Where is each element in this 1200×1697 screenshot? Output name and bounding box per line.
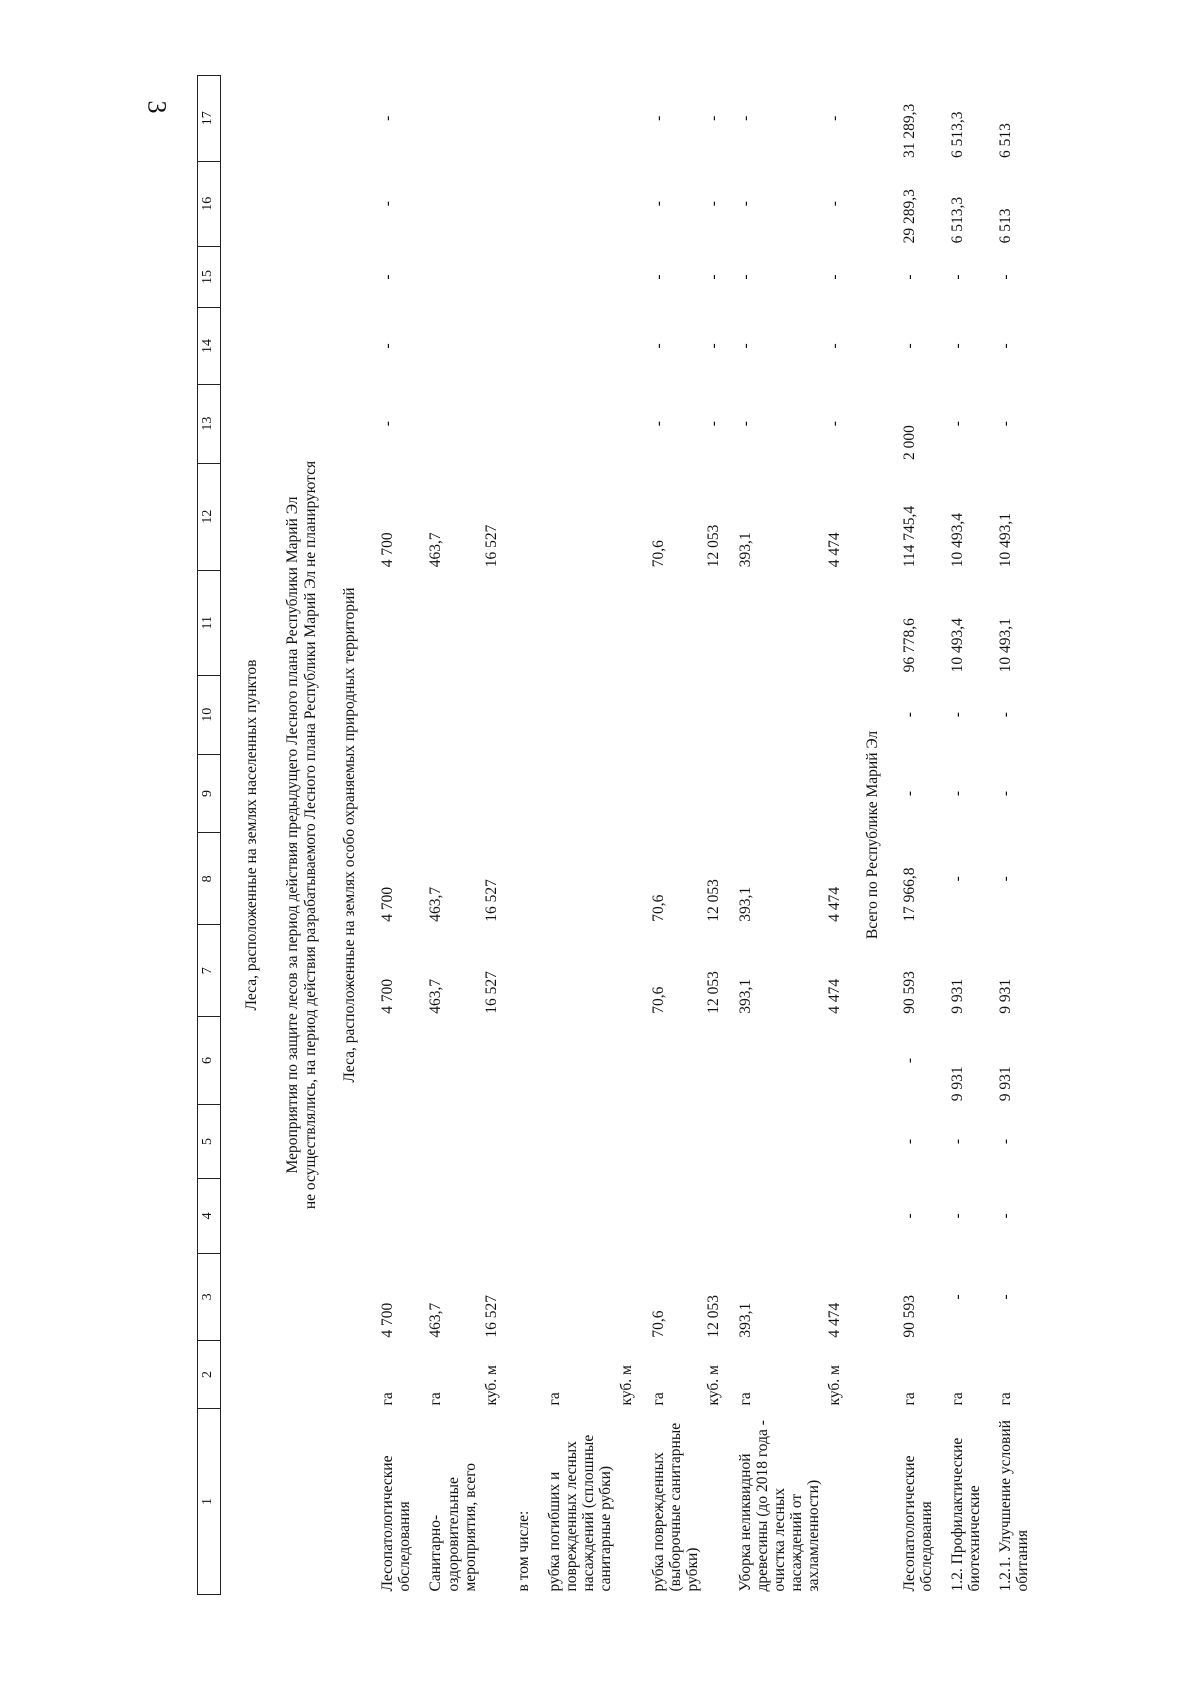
table-cell	[725, 1017, 824, 1105]
table-cell	[616, 675, 638, 754]
table-cell	[481, 675, 503, 754]
col-header: 4	[198, 1179, 221, 1253]
table-cell	[367, 570, 415, 675]
table-cell	[481, 1104, 503, 1178]
table-cell: 393,1	[736, 886, 754, 922]
table-cell: 2 000	[900, 425, 918, 461]
table-cell: -	[997, 790, 1014, 797]
table-cell	[503, 1017, 534, 1105]
table-cell	[824, 1179, 846, 1253]
table-cell: -	[948, 1213, 966, 1219]
table-cell	[503, 833, 534, 925]
table-cell	[415, 1179, 480, 1253]
row-unit: га	[736, 1392, 754, 1406]
row-label: Санитарно-оздоровительные мероприятия, всего	[427, 1462, 479, 1592]
table-cell: 16 527	[482, 879, 500, 922]
table-cell: -	[948, 1138, 966, 1145]
table-cell	[616, 833, 638, 925]
col-header: 15	[198, 246, 221, 307]
table-cell	[367, 1017, 415, 1105]
table-cell: 463,7	[427, 1302, 445, 1338]
row-label: Лесопатологические обследования	[379, 1455, 414, 1592]
table-cell	[725, 570, 824, 675]
table-cell	[415, 246, 480, 307]
table-cell: -	[736, 421, 754, 427]
table-row	[889, 76, 937, 1595]
table-row	[503, 76, 534, 1595]
col-header: 9	[198, 754, 221, 833]
table-cell: 10 493,4	[948, 513, 966, 568]
table-row	[481, 76, 503, 1595]
table-cell: -	[379, 115, 397, 121]
section-protected: Леса, расположенные на землях особо охраняемых природных территорий	[340, 587, 358, 1083]
table-cell	[534, 246, 616, 307]
table-cell	[415, 1104, 480, 1178]
table-cell: -	[826, 274, 844, 280]
table-cell: 29 289,3	[900, 189, 918, 244]
table-cell	[481, 246, 503, 307]
table-cell	[503, 384, 534, 463]
col-header: 14	[198, 308, 221, 385]
table-cell	[534, 308, 616, 385]
table-cell: -	[900, 790, 918, 797]
table-cell: 12 053	[704, 1295, 722, 1338]
table-cell: 463,7	[427, 886, 445, 922]
table-cell: 6 513	[997, 123, 1014, 159]
table-cell	[703, 675, 725, 754]
table-cell: 9 931	[948, 978, 966, 1014]
table-cell	[638, 1104, 703, 1178]
table-cell: 4 474	[826, 532, 844, 568]
table-cell: -	[900, 1057, 918, 1064]
table-cell	[703, 1179, 725, 1253]
col-header: 10	[198, 675, 221, 754]
table-cell: 10 493,4	[948, 618, 966, 673]
table-cell	[503, 675, 534, 754]
table-cell: -	[736, 343, 754, 349]
table-cell: -	[704, 343, 722, 349]
row-unit: га	[545, 1392, 563, 1406]
table-cell: 70,6	[649, 986, 667, 1014]
table-cell: 4 474	[826, 1302, 844, 1338]
table-cell	[638, 570, 703, 675]
table-cell	[415, 76, 480, 162]
table-cell	[534, 76, 616, 162]
table-cell	[638, 1179, 703, 1253]
table-cell: 463,7	[427, 978, 445, 1014]
table-cell: -	[704, 274, 722, 280]
table-cell	[534, 925, 616, 1017]
table-cell	[503, 754, 534, 833]
table-cell: -	[826, 421, 844, 427]
table-cell: -	[900, 1213, 918, 1219]
table-cell	[824, 570, 846, 675]
table-cell	[638, 754, 703, 833]
table-cell	[616, 308, 638, 385]
table-cell: -	[379, 201, 397, 207]
table-row	[638, 76, 703, 1595]
col-header: 8	[198, 833, 221, 925]
table-cell	[703, 1017, 725, 1105]
section-row	[846, 76, 889, 1595]
table-cell: -	[948, 1294, 966, 1300]
table-cell	[367, 675, 415, 754]
table-cell	[415, 675, 480, 754]
table-cell	[534, 1179, 616, 1253]
table-row	[534, 76, 616, 1595]
table-cell	[503, 308, 534, 385]
table-row	[824, 76, 846, 1595]
table-cell: -	[704, 201, 722, 207]
note-line-1: Мероприятия по защите лесов за период действия предыдущего Лесного плана Республики Марий Эл	[283, 496, 301, 1174]
table-row	[725, 76, 824, 1595]
table-cell: -	[379, 274, 397, 280]
row-label: в том числе:	[514, 1510, 532, 1592]
col-header: 16	[198, 161, 221, 246]
table-cell: 463,7	[427, 532, 445, 568]
note-line-2: не осуществлялись, на период действия разрабатываемого Лесного плана Республики Марий Эл не планируются	[302, 460, 320, 1210]
table-cell	[534, 1017, 616, 1105]
table-cell: -	[649, 115, 667, 121]
table-cell	[616, 246, 638, 307]
table-cell: 393,1	[736, 978, 754, 1014]
col-header: 11	[198, 570, 221, 675]
table-cell	[503, 925, 534, 1017]
col-header: 7	[198, 925, 221, 1017]
table-cell: 4 700	[379, 1302, 397, 1338]
table-cell: 70,6	[649, 540, 667, 568]
table-cell: -	[704, 115, 722, 121]
table-cell: 6 513	[997, 208, 1014, 244]
row-unit: куб. м	[482, 1365, 500, 1406]
row-unit: га	[379, 1392, 397, 1406]
row-unit: га	[649, 1392, 667, 1406]
table-cell: -	[826, 201, 844, 207]
table-cell	[503, 76, 534, 162]
table-cell	[534, 161, 616, 246]
col-header: 13	[198, 384, 221, 463]
row-unit: га	[948, 1392, 966, 1406]
table-cell	[503, 1104, 534, 1178]
table-cell	[534, 463, 616, 570]
row-unit: га	[997, 1392, 1014, 1406]
table-cell: -	[704, 421, 722, 427]
section-settlements: Леса, расположенные на землях населенных пунктов	[243, 659, 260, 1011]
table-cell	[638, 675, 703, 754]
row-unit: га	[900, 1392, 918, 1406]
table-cell	[481, 384, 503, 463]
page-number: 3	[142, 100, 172, 114]
table-cell	[638, 1017, 703, 1105]
table-cell: -	[900, 1138, 918, 1145]
table-cell	[616, 570, 638, 675]
table-cell	[367, 754, 415, 833]
table-cell: -	[997, 1138, 1014, 1145]
table-cell: 12 053	[704, 879, 722, 922]
table-cell: -	[900, 343, 918, 349]
table-cell: 16 527	[482, 524, 500, 568]
table-cell	[534, 1253, 616, 1341]
table-cell: -	[997, 274, 1014, 280]
row-label: рубка погибших и поврежденных лесных насаждений (сплошные санитарные рубки)	[545, 1434, 614, 1592]
table-cell	[415, 384, 480, 463]
row-unit: куб. м	[704, 1365, 722, 1406]
table-cell	[824, 754, 846, 833]
forest-protection-table	[197, 75, 1033, 1595]
table-cell: -	[826, 115, 844, 121]
table-row	[616, 76, 638, 1595]
table-cell: -	[649, 343, 667, 349]
row-label: 1.2.1. Улучшение условий обитания	[997, 1420, 1032, 1592]
table-cell: 9 931	[997, 978, 1014, 1014]
table-cell: 10 493,1	[997, 513, 1014, 568]
table-cell	[503, 1179, 534, 1253]
rotated-table-area	[197, 75, 1032, 1595]
table-cell: 31 289,3	[900, 103, 918, 159]
table-cell	[367, 1179, 415, 1253]
table-cell	[534, 754, 616, 833]
table-cell	[703, 570, 725, 675]
table-cell: -	[948, 790, 966, 797]
table-row	[937, 76, 985, 1595]
table-cell	[616, 384, 638, 463]
table-cell: 10 493,1	[997, 618, 1014, 673]
table-row	[415, 76, 480, 1595]
col-header: 5	[198, 1104, 221, 1178]
table-cell: 393,1	[736, 1302, 754, 1338]
col-header: 1	[198, 1408, 221, 1594]
table-cell	[725, 675, 824, 754]
table-cell: -	[649, 274, 667, 280]
section-total: Всего по Республике Марий Эл	[864, 730, 882, 940]
table-cell	[503, 1253, 534, 1341]
table-cell: -	[649, 421, 667, 427]
section-row	[268, 76, 327, 1595]
table-cell	[415, 570, 480, 675]
table-cell	[481, 1017, 503, 1105]
section-row	[221, 76, 268, 1595]
col-header: 2	[198, 1341, 221, 1409]
table-cell	[481, 570, 503, 675]
table-cell: -	[900, 274, 918, 280]
table-cell	[616, 1017, 638, 1105]
table-cell	[534, 675, 616, 754]
table-cell	[481, 1179, 503, 1253]
table-cell	[616, 1104, 638, 1178]
table-cell	[616, 1253, 638, 1341]
table-cell	[703, 754, 725, 833]
table-cell	[725, 754, 824, 833]
table-cell	[503, 246, 534, 307]
row-label: 1.2. Профилактические биотехнические	[948, 1437, 983, 1592]
row-unit: га	[427, 1392, 445, 1406]
table-cell	[703, 1104, 725, 1178]
section-row	[327, 76, 368, 1595]
row-label	[703, 1408, 725, 1594]
table-cell: 4 700	[379, 886, 397, 922]
row-unit: куб. м	[617, 1365, 635, 1406]
table-cell	[824, 675, 846, 754]
table-cell: 114 745,4	[900, 505, 918, 568]
table-row	[703, 76, 725, 1595]
table-cell	[616, 161, 638, 246]
table-cell: 90 593	[900, 971, 918, 1014]
table-cell	[534, 1104, 616, 1178]
col-header: 3	[198, 1253, 221, 1341]
table-cell	[725, 1179, 824, 1253]
table-cell	[616, 925, 638, 1017]
col-header: 6	[198, 1017, 221, 1105]
table-cell	[481, 754, 503, 833]
col-header: 17	[198, 76, 221, 162]
row-unit: куб. м	[826, 1365, 844, 1406]
column-number-row	[198, 76, 221, 1595]
row-label: рубка поврежденных (выборочные санитарные рубки)	[649, 1422, 701, 1592]
table-cell: 9 931	[997, 1066, 1014, 1102]
table-row	[367, 76, 415, 1595]
table-cell: -	[997, 343, 1014, 349]
table-cell	[503, 161, 534, 246]
table-cell	[824, 1104, 846, 1178]
table-cell: -	[826, 343, 844, 349]
table-cell	[725, 1104, 824, 1178]
col-header: 12	[198, 463, 221, 570]
table-cell: 96 778,6	[900, 618, 918, 673]
table-cell	[616, 1179, 638, 1253]
row-label: Лесопатологические обследования	[900, 1455, 935, 1592]
table-cell: 12 053	[704, 971, 722, 1014]
table-cell	[415, 754, 480, 833]
table-cell: 4 474	[826, 886, 844, 922]
row-label	[616, 1408, 638, 1594]
table-cell	[503, 463, 534, 570]
row-label	[824, 1408, 846, 1594]
table-cell	[616, 76, 638, 162]
table-cell	[616, 463, 638, 570]
row-label: Уборка неликвидной древесины (до 2018 года - очистка лесных насаждений от захламленности)	[736, 1420, 823, 1592]
table-cell: -	[736, 274, 754, 280]
table-cell: 6 513,3	[948, 111, 966, 159]
table-cell: -	[649, 201, 667, 207]
table-cell: -	[948, 876, 966, 882]
table-cell: 4 474	[826, 978, 844, 1014]
table-cell	[481, 76, 503, 162]
table-cell: 4 700	[379, 532, 397, 568]
table-cell	[415, 308, 480, 385]
table-cell: -	[379, 343, 397, 349]
table-cell: -	[379, 421, 397, 427]
table-cell: 393,1	[736, 532, 754, 568]
table-cell: -	[948, 274, 966, 280]
table-cell: 12 053	[704, 524, 722, 568]
table-cell: 70,6	[649, 894, 667, 922]
table-cell: 6 513,3	[948, 196, 966, 244]
table-cell: 70,6	[649, 1310, 667, 1338]
table-cell	[415, 1017, 480, 1105]
table-cell	[367, 1104, 415, 1178]
table-cell: 4 700	[379, 978, 397, 1014]
table-cell	[481, 161, 503, 246]
table-cell	[824, 1017, 846, 1105]
table-cell: 17 966,8	[900, 867, 918, 922]
table-cell: -	[997, 876, 1014, 882]
table-cell	[481, 308, 503, 385]
table-cell: -	[997, 1213, 1014, 1219]
table-cell: -	[948, 343, 966, 349]
table-cell	[503, 570, 534, 675]
table-cell: -	[900, 712, 918, 718]
table-cell: -	[997, 421, 1014, 427]
table-cell: 9 931	[948, 1066, 966, 1102]
table-cell: -	[997, 1294, 1014, 1300]
row-label	[481, 1408, 503, 1594]
row-unit	[503, 1341, 534, 1409]
table-cell: 90 593	[900, 1295, 918, 1338]
table-cell: -	[736, 201, 754, 207]
table-cell: -	[736, 115, 754, 121]
table-cell: -	[948, 421, 966, 427]
table-cell	[616, 754, 638, 833]
table-cell	[534, 384, 616, 463]
table-row	[985, 76, 1033, 1595]
table-cell	[534, 570, 616, 675]
table-cell: 16 527	[482, 1295, 500, 1338]
table-cell: -	[948, 712, 966, 718]
table-cell	[415, 161, 480, 246]
table-cell: 16 527	[482, 971, 500, 1014]
table-cell	[534, 833, 616, 925]
table-cell: -	[997, 712, 1014, 718]
